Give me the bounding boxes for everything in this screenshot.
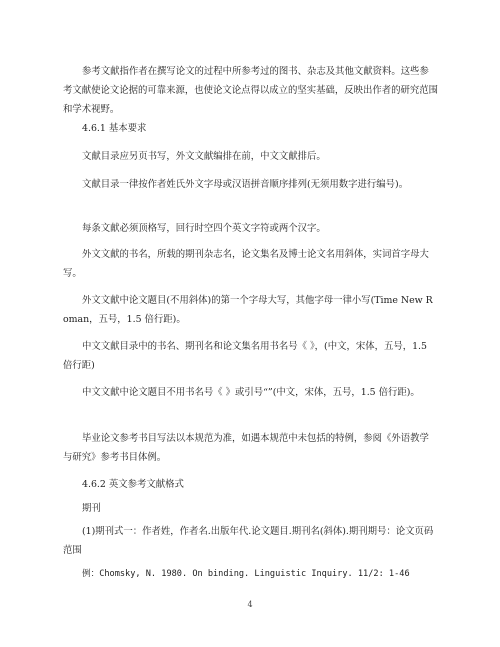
paragraph-ordering: 文献目录应另页书写，外文文献编排在前，中文文献排后。: [82, 151, 326, 162]
paragraph-sorting: 文献目录一律按作者姓氏外文字母或汉语拼音顺序排列(无须用数字进行编号)。: [82, 179, 409, 190]
paragraph-chinese-article: 中文文献中论文题目不用书名号《 》或引号“”(中文，宋体，五号，1.5 倍行距)。: [82, 387, 420, 398]
paragraph-intro: 参考文献指作者在撰写论文的过程中所参考过的图书、杂志及其他文献资料。这些参考文献使论文论据的可靠来源，也使论文论点得以成立的坚实基础，反映出作者的研究范围和学术视野。: [63, 66, 439, 115]
paragraph-foreign-title: 外文文献中论文题目(不用斜体)的第一个字母大写，其他字母一律小写(Time New Roman，五号，1.5 倍行距)。: [63, 295, 433, 325]
paragraph-chinese-title: 中文文献目录中的书名、期刊名和论文集名用书名号《 》，(中文，宋体，五号，1.5 倍行距): [63, 341, 427, 371]
journal-format-one: (1)期刊式一：作者姓，作者名.出版年代.论文题目.期刊名(斜体).期刊期号：论文页码范围: [63, 526, 434, 556]
example-chomsky: 例：Chomsky, N. 1980. On binding. Linguistic Inquiry. 11/2: 1-46: [82, 569, 410, 579]
paragraph-indentation: 每条文献必须顶格写，回行时空四个英文字符或两个汉字。: [82, 223, 326, 234]
paragraph-reference-rules: 毕业论文参考书目写法以本规范为准，如遇本规范中未包括的特例，参阅《外语教学与研究》参考书目体例。: [63, 433, 429, 463]
subheading-journal: 期刊: [82, 503, 101, 514]
page-number: 4: [247, 600, 253, 609]
paragraph-italics: 外文文献的书名，所载的期刊杂志名，论文集名及博士论文名用斜体，实词首字母大写。: [63, 249, 429, 279]
section-heading-4-6-1: 4.6.1 基本要求: [82, 123, 147, 134]
section-heading-4-6-2: 4.6.2 英文参考文献格式: [82, 479, 184, 490]
